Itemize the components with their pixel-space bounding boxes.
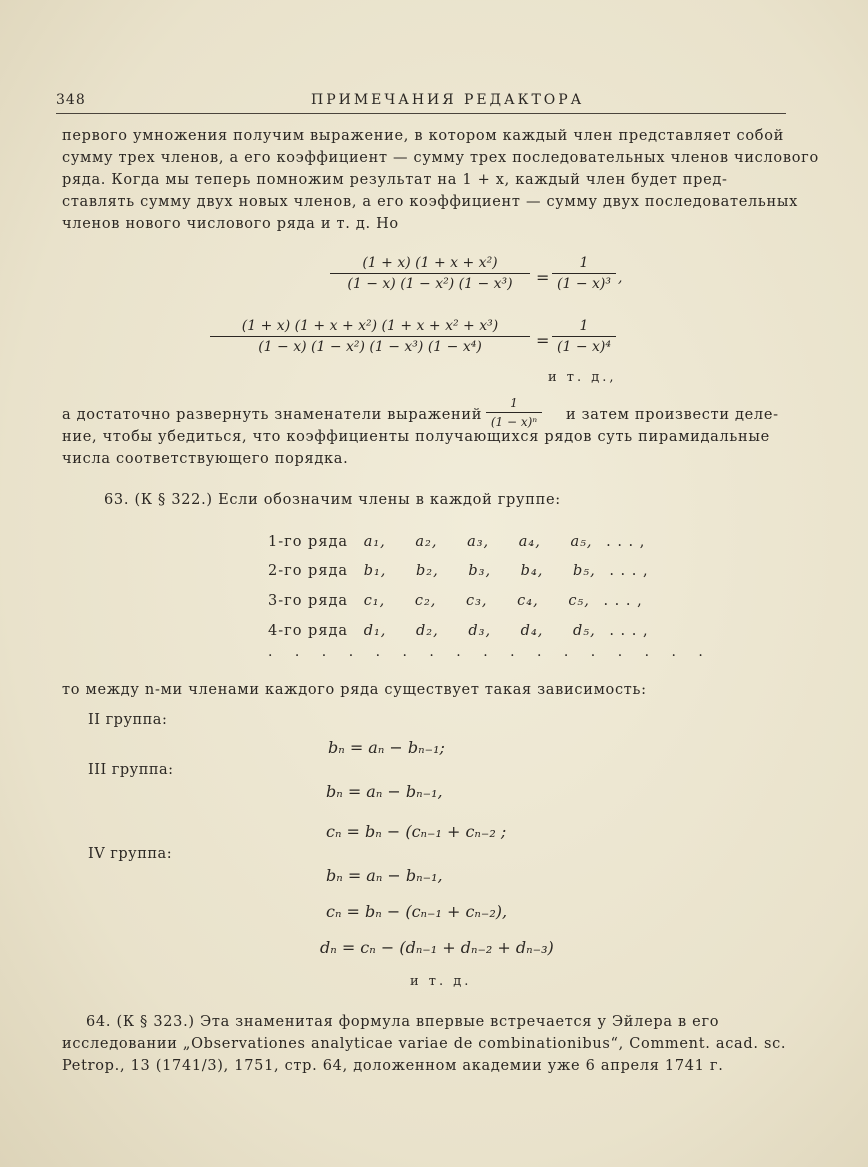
group-3-label: III группа:	[88, 762, 174, 778]
term: b₄,	[520, 563, 544, 579]
series-row-1	[268, 534, 645, 550]
group-3-formula-2: cₙ = bₙ − (cₙ₋₁ + cₙ₋₂ ;	[326, 822, 507, 841]
dependency-line: то между n-ми членами каждого ряда существует такая зависимость:	[62, 682, 647, 698]
inline-fraction-numerator: 1	[510, 396, 518, 410]
term: a₅,	[570, 534, 593, 550]
etc-label: и т. д.	[410, 974, 472, 989]
term-ellipsis: . . . ,	[609, 623, 649, 639]
page-header	[56, 92, 776, 114]
term: d₅,	[573, 623, 596, 639]
note64-line2: исследовании „Observationes analyticae variae de combinationibus“, Comment. acad. sc.	[62, 1036, 787, 1052]
para2-line2: ние, чтобы убедиться, что коэффициенты получающихся рядов суть пирамидальные	[62, 429, 770, 445]
series-row-label: 1-го ряда	[268, 534, 349, 550]
running-title: ПРИМЕЧАНИЯ РЕДАКТОРА	[311, 92, 585, 108]
term: c₂,	[414, 593, 437, 609]
term: b₃,	[468, 563, 492, 579]
formula2-denominator: (1 − x) (1 − x²) (1 − x³) (1 − x⁴)	[258, 339, 482, 355]
para2-line1b: и затем произвести деле-	[566, 407, 779, 423]
term: a₂,	[415, 534, 438, 550]
para1-line1: первого умножения получим выражение, в котором каждый член представляет собой	[62, 128, 785, 144]
formula2-rhs	[552, 318, 616, 355]
term: c₄,	[517, 593, 539, 609]
term: c₅,	[568, 593, 590, 609]
para2-line3: числа соответствующего порядка.	[62, 451, 349, 467]
etc-label: и т. д.,	[548, 370, 617, 385]
note64-line1: 64. (К § 323.) Эта знаменитая формула впервые встречается у Эйлера в его	[86, 1014, 720, 1030]
para1-line5: членов нового числового ряда и т. д. Но	[62, 216, 399, 232]
group-4-formula-3: dₙ = cₙ − (dₙ₋₁ + dₙ₋₂ + dₙ₋₃)	[320, 938, 554, 957]
para2-line1a: а достаточно развернуть знаменатели выражений	[62, 407, 483, 423]
note63-intro: 63. (К § 322.) Если обозначим члены в каждой группе:	[104, 492, 561, 508]
term-ellipsis: . . . ,	[606, 534, 646, 550]
series-row-label: 4-го ряда	[268, 623, 349, 639]
formula1-rhs	[552, 255, 616, 292]
inline-fraction-denominator: (1 − x)ⁿ	[490, 415, 538, 429]
para1-line2: сумму трех членов, а его коэффициент — сумму трех последовательных членов числового	[62, 150, 819, 166]
series-row-label: 3-го ряда	[268, 593, 349, 609]
series-row-4	[268, 623, 649, 639]
group-3-formula-1: bₙ = aₙ − bₙ₋₁,	[326, 782, 443, 801]
dot-leader: · · · · · · · · · · · · · · · · ·	[268, 648, 712, 664]
formula1-lhs	[330, 255, 530, 292]
term: d₁,	[363, 623, 387, 639]
term-ellipsis: . . . ,	[603, 593, 643, 609]
equals-sign: =	[536, 331, 550, 350]
formula1-denominator: (1 − x) (1 − x²) (1 − x³)	[347, 276, 513, 292]
group-4-formula-2: cₙ = bₙ − (cₙ₋₁ + cₙ₋₂),	[326, 902, 508, 921]
series-row-2	[268, 563, 649, 579]
term: b₁,	[363, 563, 387, 579]
term: b₂,	[416, 563, 439, 579]
para1-line4: ставлять сумму двух новых членов, а его коэффициент — сумму двух последовательных	[62, 194, 798, 210]
term: b₅,	[573, 563, 596, 579]
term: a₄,	[518, 534, 541, 550]
para1-line3: ряда. Когда мы теперь помножим результат на 1 + x, каждый член будет пред-	[62, 172, 728, 188]
equals-sign: =	[536, 268, 550, 287]
formula1-rhs-numerator: 1	[579, 255, 589, 271]
group-4-label: IV группа:	[88, 846, 173, 862]
inline-fraction	[486, 396, 542, 429]
term: d₂,	[416, 623, 439, 639]
term-ellipsis: . . . ,	[609, 563, 649, 579]
formula2-numerator: (1 + x) (1 + x + x²) (1 + x + x² + x³)	[241, 318, 499, 334]
term: a₁,	[363, 534, 386, 550]
formula2-rhs-denominator: (1 − x)⁴	[557, 339, 611, 355]
term: c₁,	[363, 593, 386, 609]
group-2-label: II группа:	[88, 712, 168, 728]
page-number: 348	[56, 92, 86, 108]
series-row-3	[268, 593, 643, 609]
term: d₄,	[520, 623, 544, 639]
term: c₃,	[466, 593, 488, 609]
note64-line3: Petrop., 13 (1741/3), 1751, стр. 64, доложенном академии уже 6 апреля 1741 г.	[62, 1058, 724, 1074]
formula2-rhs-numerator: 1	[579, 318, 589, 334]
formula1-rhs-denominator: (1 − x)³	[557, 276, 611, 292]
term: a₃,	[467, 534, 490, 550]
header-rule	[56, 113, 786, 114]
formula1-numerator: (1 + x) (1 + x + x²)	[362, 255, 498, 271]
term: d₃,	[468, 623, 492, 639]
formula1-comma: ,	[618, 270, 623, 286]
series-row-label: 2-го ряда	[268, 563, 349, 579]
formula2-lhs	[210, 318, 530, 355]
group-4-formula-1: bₙ = aₙ − bₙ₋₁,	[326, 866, 443, 885]
group-2-formula-1: bₙ = aₙ − bₙ₋₁;	[328, 738, 445, 757]
